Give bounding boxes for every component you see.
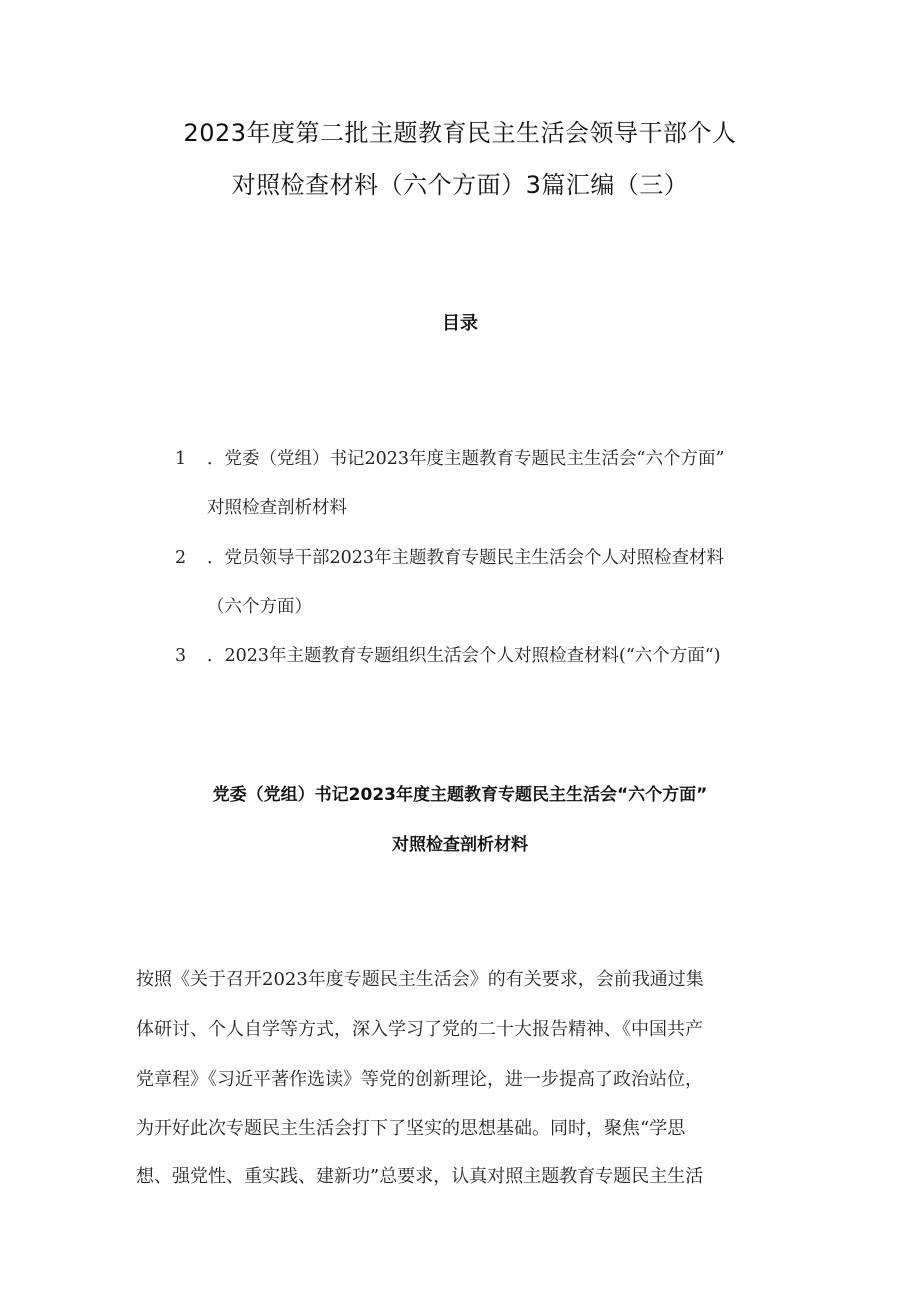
toc-item-1-continuation: 对照检查剖析材料 — [207, 498, 347, 518]
body-text-line: 按照《关于召开2023年度专题民主生活会》的有关要求，会前我通过集 — [136, 969, 704, 990]
body-text-line: 想、强党性、重实践、建新功”总要求，认真对照主题教育专题民主生活 — [136, 1166, 704, 1187]
toc-item-number: 2 — [175, 548, 187, 568]
toc-item-text: ．2023年主题教育专题组织生活会个人对照检查材料(“六个方面“) — [207, 646, 721, 666]
toc-item-text: ．党员领导干部2023年主题教育专题民主生活会个人对照检查材料 — [207, 548, 725, 568]
body-text-line: 党章程》《习近平著作选读》等党的创新理论，进一步提高了政治站位， — [136, 1069, 703, 1090]
toc-item-2 — [175, 544, 724, 569]
body-text-line: 体研讨、个人自学等方式，深入学习了党的二十大报告精神、《中国共产 — [136, 1019, 703, 1040]
section-title-line-1: 党委（党组）书记2023年度主题教育专题民主生活会“六个方面” — [212, 785, 708, 805]
toc-item-1 — [175, 445, 724, 470]
document-title-line-1: 2023年度第二批主题教育民主生活会领导干部个人 — [183, 119, 737, 147]
toc-item-text: ．党委（党组）书记2023年度主题教育专题民主生活会“六个方面” — [207, 449, 725, 469]
toc-item-number: 1 — [175, 449, 187, 469]
document-title-line-2: 对照检查材料（六个方面）3篇汇编（三） — [231, 171, 689, 199]
toc-item-3 — [175, 642, 721, 667]
body-text-line: 为开好此次专题民主生活会打下了坚实的思想基础。同时，聚焦“学思 — [136, 1118, 686, 1139]
toc-heading: 目录 — [442, 313, 478, 334]
toc-item-2-continuation: （六个方面） — [207, 597, 312, 617]
section-title-line-2: 对照检查剖析材料 — [392, 835, 528, 855]
toc-item-number: 3 — [175, 646, 187, 666]
